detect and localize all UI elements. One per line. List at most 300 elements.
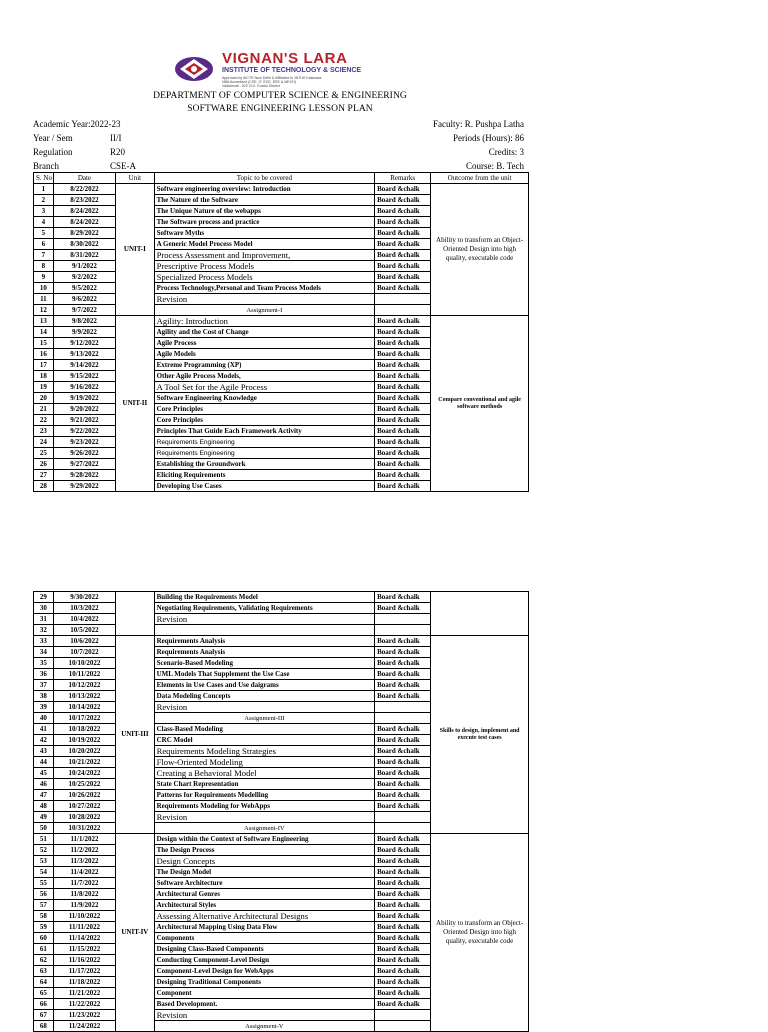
row-date: 10/6/2022	[53, 636, 115, 647]
row-remarks: Board &chalk	[375, 724, 431, 735]
row-date: 11/17/2022	[53, 966, 115, 977]
row-date: 9/1/2022	[53, 261, 115, 272]
row-date: 11/21/2022	[53, 988, 115, 999]
row-sno: 51	[34, 834, 54, 845]
row-sno: 25	[34, 448, 54, 459]
row-date: 11/23/2022	[53, 1010, 115, 1021]
row-remarks: Board &chalk	[375, 779, 431, 790]
row-date: 8/22/2022	[53, 184, 115, 195]
row-remarks: Board &chalk	[375, 845, 431, 856]
row-sno: 53	[34, 856, 54, 867]
row-remarks: Board &chalk	[375, 790, 431, 801]
row-sno: 52	[34, 845, 54, 856]
row-topic: State Chart Representation	[154, 779, 374, 790]
row-date: 8/31/2022	[53, 250, 115, 261]
row-topic: Elements in Use Cases and Use daigrams	[154, 680, 374, 691]
row-date: 9/2/2022	[53, 272, 115, 283]
lesson-plan-title: SOFTWARE ENGINEERING LESSON PLAN	[187, 104, 373, 114]
row-topic: Software Engineering Knowledge	[154, 393, 374, 404]
row-date: 10/27/2022	[53, 801, 115, 812]
row-remarks: Board &chalk	[375, 768, 431, 779]
row-date: 11/8/2022	[53, 889, 115, 900]
row-date: 9/27/2022	[53, 459, 115, 470]
row-sno: 4	[34, 217, 54, 228]
row-date: 10/12/2022	[53, 680, 115, 691]
row-remarks: Board &chalk	[375, 338, 431, 349]
row-topic: Building the Requirements Model	[154, 592, 374, 603]
unit-label: UNIT-IV	[116, 834, 154, 1032]
row-topic: Requirements Engineering	[154, 448, 374, 459]
branch-label: Branch	[33, 161, 59, 171]
row-remarks: Board &chalk	[375, 977, 431, 988]
row-date: 8/24/2022	[53, 217, 115, 228]
row-topic: Data Modeling Concepts	[154, 691, 374, 702]
row-remarks: Board &chalk	[375, 856, 431, 867]
row-sno: 37	[34, 680, 54, 691]
row-remarks	[375, 625, 431, 636]
row-topic: Assignment-IV	[154, 823, 374, 834]
row-date: 11/10/2022	[53, 911, 115, 922]
table-row	[34, 636, 529, 647]
row-remarks: Board &chalk	[375, 382, 431, 393]
unit-outcome	[431, 592, 529, 636]
row-sno: 64	[34, 977, 54, 988]
row-topic: Requirements Analysis	[154, 647, 374, 658]
row-sno: 31	[34, 614, 54, 625]
row-remarks: Board &chalk	[375, 283, 431, 294]
row-date: 11/16/2022	[53, 955, 115, 966]
header-date: Date	[53, 173, 115, 184]
row-sno: 67	[34, 1010, 54, 1021]
row-topic: Agility and the Cost of Change	[154, 327, 374, 338]
row-remarks: Board &chalk	[375, 184, 431, 195]
row-remarks: Board &chalk	[375, 316, 431, 327]
row-remarks: Board &chalk	[375, 999, 431, 1010]
row-topic: Designing Traditional Components	[154, 977, 374, 988]
unit-label: UNIT-I	[116, 184, 154, 316]
row-sno: 46	[34, 779, 54, 790]
row-sno: 9	[34, 272, 54, 283]
row-remarks: Board &chalk	[375, 889, 431, 900]
row-remarks: Board &chalk	[375, 349, 431, 360]
row-topic: Design within the Context of Software Engineering	[154, 834, 374, 845]
row-date: 10/17/2022	[53, 713, 115, 724]
header-outcome: Outcome from the unit	[431, 173, 529, 184]
row-date: 10/19/2022	[53, 735, 115, 746]
row-remarks: Board &chalk	[375, 327, 431, 338]
row-topic: Component-Level Design for WebApps	[154, 966, 374, 977]
row-topic: CRC Model	[154, 735, 374, 746]
row-remarks: Board &chalk	[375, 415, 431, 426]
row-date: 11/3/2022	[53, 856, 115, 867]
year-sem-value: II/I	[110, 133, 122, 143]
college-name: VIGNAN'S LARA	[222, 50, 348, 67]
row-date: 9/15/2022	[53, 371, 115, 382]
row-sno: 63	[34, 966, 54, 977]
row-date: 9/28/2022	[53, 470, 115, 481]
row-date: 9/13/2022	[53, 349, 115, 360]
row-date: 11/7/2022	[53, 878, 115, 889]
department-title: DEPARTMENT OF COMPUTER SCIENCE & ENGINEERING	[153, 91, 407, 101]
row-topic: Specialized Process Models	[154, 272, 374, 283]
row-remarks: Board &chalk	[375, 481, 431, 492]
row-topic: Component	[154, 988, 374, 999]
row-date: 11/15/2022	[53, 944, 115, 955]
faculty-name: Faculty: R. Pushpa Latha	[433, 119, 524, 129]
row-date: 9/29/2022	[53, 481, 115, 492]
row-topic: The Software process and practice	[154, 217, 374, 228]
regulation-value: R20	[110, 147, 126, 157]
row-date: 10/3/2022	[53, 603, 115, 614]
row-date: 10/20/2022	[53, 746, 115, 757]
row-remarks: Board &chalk	[375, 658, 431, 669]
row-remarks	[375, 305, 431, 316]
row-topic: Designing Class-Based Components	[154, 944, 374, 955]
row-sno: 18	[34, 371, 54, 382]
row-sno: 36	[34, 669, 54, 680]
row-remarks: Board &chalk	[375, 393, 431, 404]
unit-outcome: Ability to transform an Object-Oriented Design into high quality, executable code	[431, 834, 529, 1032]
row-sno: 23	[34, 426, 54, 437]
course: Course: B. Tech	[466, 161, 524, 171]
row-sno: 1	[34, 184, 54, 195]
row-remarks: Board &chalk	[375, 592, 431, 603]
row-remarks: Board &chalk	[375, 669, 431, 680]
row-date: 10/7/2022	[53, 647, 115, 658]
row-topic: Process Assessment and Improvement,	[154, 250, 374, 261]
row-sno: 15	[34, 338, 54, 349]
row-topic: A Tool Set for the Agile Process	[154, 382, 374, 393]
header-unit: Unit	[116, 173, 154, 184]
row-date: 9/20/2022	[53, 404, 115, 415]
row-date: 10/25/2022	[53, 779, 115, 790]
row-sno: 29	[34, 592, 54, 603]
row-topic: Requirements Analysis	[154, 636, 374, 647]
row-topic: Assignment-III	[154, 713, 374, 724]
row-remarks: Board &chalk	[375, 217, 431, 228]
row-sno: 8	[34, 261, 54, 272]
row-remarks: Board &chalk	[375, 448, 431, 459]
year-sem-label: Year / Sem	[33, 133, 73, 143]
row-date: 10/31/2022	[53, 823, 115, 834]
header-topic: Topic to be covered	[154, 173, 374, 184]
row-sno: 17	[34, 360, 54, 371]
row-date: 10/26/2022	[53, 790, 115, 801]
row-topic: Architectural Mapping Using Data Flow	[154, 922, 374, 933]
row-date: 10/10/2022	[53, 658, 115, 669]
row-topic: Agile Models	[154, 349, 374, 360]
row-topic: Requirements Engineering	[154, 437, 374, 448]
college-address-text: Vadlamudi - 522 213, Guntur District	[222, 84, 280, 88]
row-remarks: Board &chalk	[375, 371, 431, 382]
row-sno: 24	[34, 437, 54, 448]
row-remarks: Board &chalk	[375, 404, 431, 415]
row-remarks: Board &chalk	[375, 426, 431, 437]
row-topic: Design Concepts	[154, 856, 374, 867]
row-sno: 45	[34, 768, 54, 779]
college-subtitle: INSTITUTE OF TECHNOLOGY & SCIENCE	[222, 67, 362, 74]
row-remarks: Board &chalk	[375, 691, 431, 702]
row-topic: Software Architecture	[154, 878, 374, 889]
row-sno: 14	[34, 327, 54, 338]
college-emblem-icon	[174, 55, 214, 83]
row-sno: 47	[34, 790, 54, 801]
row-remarks: Board &chalk	[375, 459, 431, 470]
row-date: 11/9/2022	[53, 900, 115, 911]
row-sno: 32	[34, 625, 54, 636]
row-sno: 12	[34, 305, 54, 316]
row-sno: 49	[34, 812, 54, 823]
row-sno: 34	[34, 647, 54, 658]
row-topic: Class-Based Modeling	[154, 724, 374, 735]
row-remarks	[375, 294, 431, 305]
row-sno: 35	[34, 658, 54, 669]
row-sno: 28	[34, 481, 54, 492]
row-sno: 42	[34, 735, 54, 746]
row-topic: Establishing the Groundwork	[154, 459, 374, 470]
row-date: 11/14/2022	[53, 933, 115, 944]
row-sno: 7	[34, 250, 54, 261]
row-sno: 11	[34, 294, 54, 305]
lesson-plan-table-page-2	[33, 591, 529, 1032]
row-topic: Revision	[154, 1010, 374, 1021]
row-sno: 60	[34, 933, 54, 944]
row-topic: Assignment-I	[154, 305, 374, 316]
row-topic: Core Principles	[154, 404, 374, 415]
row-remarks	[375, 702, 431, 713]
row-topic: The Unique Nature of the webapps	[154, 206, 374, 217]
row-sno: 50	[34, 823, 54, 834]
row-sno: 59	[34, 922, 54, 933]
row-date: 11/2/2022	[53, 845, 115, 856]
row-topic: The Nature of the Software	[154, 195, 374, 206]
row-topic: Eliciting Requirements	[154, 470, 374, 481]
row-sno: 43	[34, 746, 54, 757]
row-date: 8/29/2022	[53, 228, 115, 239]
row-date: 8/30/2022	[53, 239, 115, 250]
row-remarks	[375, 812, 431, 823]
row-remarks: Board &chalk	[375, 195, 431, 206]
row-topic: Principles That Guide Each Framework Activity	[154, 426, 374, 437]
row-topic: Scenario-Based Modeling	[154, 658, 374, 669]
row-date: 9/14/2022	[53, 360, 115, 371]
row-sno: 58	[34, 911, 54, 922]
row-sno: 61	[34, 944, 54, 955]
row-date: 8/24/2022	[53, 206, 115, 217]
row-sno: 13	[34, 316, 54, 327]
row-topic: Developing Use Cases	[154, 481, 374, 492]
row-remarks: Board &chalk	[375, 944, 431, 955]
row-remarks: Board &chalk	[375, 966, 431, 977]
row-remarks	[375, 1021, 431, 1032]
row-remarks: Board &chalk	[375, 834, 431, 845]
row-date: 11/22/2022	[53, 999, 115, 1010]
row-remarks: Board &chalk	[375, 746, 431, 757]
row-topic: Architectural Genres	[154, 889, 374, 900]
row-topic: Process Technology,Personal and Team Process Models	[154, 283, 374, 294]
row-remarks: Board &chalk	[375, 933, 431, 944]
row-sno: 33	[34, 636, 54, 647]
unit-label: UNIT-II	[116, 316, 154, 492]
row-sno: 39	[34, 702, 54, 713]
row-sno: 27	[34, 470, 54, 481]
row-topic: Revision	[154, 614, 374, 625]
unit-outcome: Compare conventional and agile software methods	[431, 316, 529, 492]
row-remarks: Board &chalk	[375, 272, 431, 283]
row-date: 10/11/2022	[53, 669, 115, 680]
header-remarks: Remarks	[375, 173, 431, 184]
row-sno: 20	[34, 393, 54, 404]
row-topic: Prescriptive Process Models	[154, 261, 374, 272]
row-topic: Components	[154, 933, 374, 944]
row-remarks: Board &chalk	[375, 801, 431, 812]
row-sno: 65	[34, 988, 54, 999]
unit-outcome: Ability to transform an Object-Oriented Design into high quality, executable code	[431, 184, 529, 316]
credits: Credits: 3	[488, 147, 524, 157]
row-remarks: Board &chalk	[375, 603, 431, 614]
row-remarks: Board &chalk	[375, 647, 431, 658]
row-date: 9/6/2022	[53, 294, 115, 305]
row-sno: 26	[34, 459, 54, 470]
row-remarks: Board &chalk	[375, 867, 431, 878]
row-topic: Negotiating Requirements, Validating Requirements	[154, 603, 374, 614]
row-date: 11/4/2022	[53, 867, 115, 878]
row-topic: Requirements Modeling for WebApps	[154, 801, 374, 812]
row-remarks	[375, 713, 431, 724]
row-date: 10/5/2022	[53, 625, 115, 636]
row-remarks: Board &chalk	[375, 261, 431, 272]
college-approval-text: Approved by AICTE New Delhi & Affiliated to JNTUK Kakinada	[222, 76, 322, 80]
row-sno: 10	[34, 283, 54, 294]
row-topic: Patterns for Requirements Modelling	[154, 790, 374, 801]
row-date: 11/18/2022	[53, 977, 115, 988]
row-topic: Other Agile Process Models,	[154, 371, 374, 382]
row-topic: Agility: Introduction	[154, 316, 374, 327]
row-remarks: Board &chalk	[375, 250, 431, 261]
row-remarks: Board &chalk	[375, 735, 431, 746]
branch-value: CSE-A	[110, 161, 137, 171]
row-sno: 16	[34, 349, 54, 360]
academic-year: Academic Year:2022-23	[33, 119, 121, 129]
regulation-label: Regulation	[33, 147, 73, 157]
row-topic: Revision	[154, 812, 374, 823]
table-row	[34, 316, 529, 327]
row-topic: Extreme Programming (XP)	[154, 360, 374, 371]
row-remarks: Board &chalk	[375, 757, 431, 768]
row-sno: 66	[34, 999, 54, 1010]
row-date: 10/28/2022	[53, 812, 115, 823]
row-remarks	[375, 1010, 431, 1021]
lesson-plan-table-page-1	[33, 172, 529, 492]
header-sno: S. No	[34, 173, 54, 184]
row-date: 9/16/2022	[53, 382, 115, 393]
table-row	[34, 592, 529, 603]
row-date: 11/11/2022	[53, 922, 115, 933]
row-topic: A Generic Model Process Model	[154, 239, 374, 250]
row-remarks: Board &chalk	[375, 228, 431, 239]
table-header-row	[34, 173, 529, 184]
row-topic: Revision	[154, 294, 374, 305]
unit-label: UNIT-III	[116, 636, 154, 834]
row-remarks: Board &chalk	[375, 206, 431, 217]
row-sno: 62	[34, 955, 54, 966]
row-topic: Software engineering overview: Introduction	[154, 184, 374, 195]
row-date: 9/30/2022	[53, 592, 115, 603]
row-sno: 57	[34, 900, 54, 911]
row-topic: Requirements Modeling Strategies	[154, 746, 374, 757]
row-date: 9/22/2022	[53, 426, 115, 437]
row-date: 10/21/2022	[53, 757, 115, 768]
row-remarks: Board &chalk	[375, 922, 431, 933]
row-date: 11/1/2022	[53, 834, 115, 845]
unit-outcome: Skills to design, implement and execute test cases	[431, 636, 529, 834]
row-remarks: Board &chalk	[375, 437, 431, 448]
row-date: 11/24/2022	[53, 1021, 115, 1032]
row-topic	[154, 625, 374, 636]
row-sno: 56	[34, 889, 54, 900]
unit-label	[116, 592, 154, 636]
table-row	[34, 184, 529, 195]
row-remarks: Board &chalk	[375, 470, 431, 481]
row-date: 9/5/2022	[53, 283, 115, 294]
row-date: 10/13/2022	[53, 691, 115, 702]
periods-hours: Periods (Hours): 86	[453, 133, 524, 143]
row-sno: 2	[34, 195, 54, 206]
row-topic: Creating a Behavioral Model	[154, 768, 374, 779]
row-topic: The Design Model	[154, 867, 374, 878]
row-sno: 44	[34, 757, 54, 768]
row-date: 9/23/2022	[53, 437, 115, 448]
row-topic: Architectural Styles	[154, 900, 374, 911]
row-remarks: Board &chalk	[375, 680, 431, 691]
row-sno: 21	[34, 404, 54, 415]
row-topic: The Design Process	[154, 845, 374, 856]
row-sno: 38	[34, 691, 54, 702]
row-remarks: Board &chalk	[375, 988, 431, 999]
row-sno: 54	[34, 867, 54, 878]
row-topic: Agile Process	[154, 338, 374, 349]
row-remarks: Board &chalk	[375, 955, 431, 966]
row-sno: 30	[34, 603, 54, 614]
row-date: 9/12/2022	[53, 338, 115, 349]
row-date: 9/9/2022	[53, 327, 115, 338]
row-remarks: Board &chalk	[375, 911, 431, 922]
row-remarks: Board &chalk	[375, 239, 431, 250]
row-sno: 48	[34, 801, 54, 812]
college-logo	[174, 50, 394, 90]
row-topic: Software Myths	[154, 228, 374, 239]
table-row	[34, 834, 529, 845]
row-date: 9/8/2022	[53, 316, 115, 327]
college-accreditation-text: NBA Accredited (CSE, IT, ECE, EEE & MECH)	[222, 80, 297, 84]
row-date: 10/18/2022	[53, 724, 115, 735]
row-topic: Based Development.	[154, 999, 374, 1010]
row-sno: 68	[34, 1021, 54, 1032]
row-sno: 19	[34, 382, 54, 393]
row-sno: 41	[34, 724, 54, 735]
row-remarks: Board &chalk	[375, 900, 431, 911]
row-date: 10/24/2022	[53, 768, 115, 779]
row-topic: Assignment-V	[154, 1021, 374, 1032]
row-sno: 3	[34, 206, 54, 217]
row-remarks	[375, 823, 431, 834]
row-topic: Core Principles	[154, 415, 374, 426]
row-topic: Assessing Alternative Architectural Designs	[154, 911, 374, 922]
row-remarks: Board &chalk	[375, 636, 431, 647]
row-topic: Revision	[154, 702, 374, 713]
row-date: 9/21/2022	[53, 415, 115, 426]
row-remarks	[375, 614, 431, 625]
